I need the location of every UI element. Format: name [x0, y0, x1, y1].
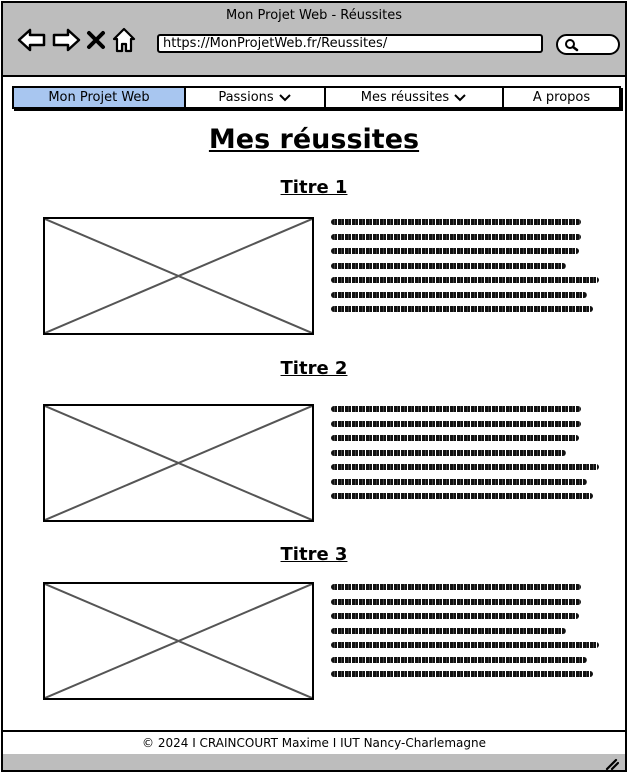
menu-item-reussites[interactable] — [326, 88, 504, 107]
menu-item-label: Mon Projet Web — [48, 90, 150, 105]
search-icon — [564, 38, 580, 52]
section-title-2: Titre 2 — [280, 358, 348, 379]
back-arrow-icon[interactable] — [17, 27, 47, 53]
section-title-1: Titre 1 — [280, 177, 348, 198]
menu-item-home[interactable] — [14, 88, 186, 107]
search-field[interactable] — [556, 34, 620, 55]
page-footer: © 2024 I CRAINCOURT Maxime I IUT Nancy-Charlemagne — [3, 730, 625, 756]
home-icon[interactable] — [111, 26, 137, 54]
text-placeholder-2 — [331, 406, 603, 508]
text-placeholder-1 — [331, 219, 603, 321]
page-title: Mes réussites — [208, 124, 420, 155]
menu-item-label: A propos — [532, 90, 591, 105]
browser-chrome — [3, 3, 625, 77]
status-bar — [3, 754, 625, 770]
main-menu — [12, 86, 621, 109]
address-bar[interactable]: https://MonProjetWeb.fr/Reussites/ — [157, 34, 543, 53]
browser-window — [1, 1, 627, 772]
nav-controls — [17, 25, 137, 55]
image-placeholder-3 — [43, 582, 314, 700]
chevron-down-icon — [453, 93, 467, 103]
menu-item-label: Mes réussites — [360, 90, 450, 105]
resize-grip-icon[interactable] — [605, 758, 619, 770]
image-placeholder-1 — [43, 217, 314, 335]
close-x-icon[interactable] — [85, 27, 107, 53]
menu-item-apropos[interactable] — [504, 88, 619, 107]
menu-item-passions[interactable] — [186, 88, 326, 107]
menu-item-label: Passions — [218, 90, 274, 105]
text-placeholder-3 — [331, 584, 603, 686]
forward-arrow-icon[interactable] — [51, 27, 81, 53]
section-title-3: Titre 3 — [280, 544, 348, 565]
window-title: Mon Projet Web - Réussites — [225, 8, 402, 23]
chevron-down-icon — [278, 93, 292, 103]
image-placeholder-2 — [43, 404, 314, 522]
